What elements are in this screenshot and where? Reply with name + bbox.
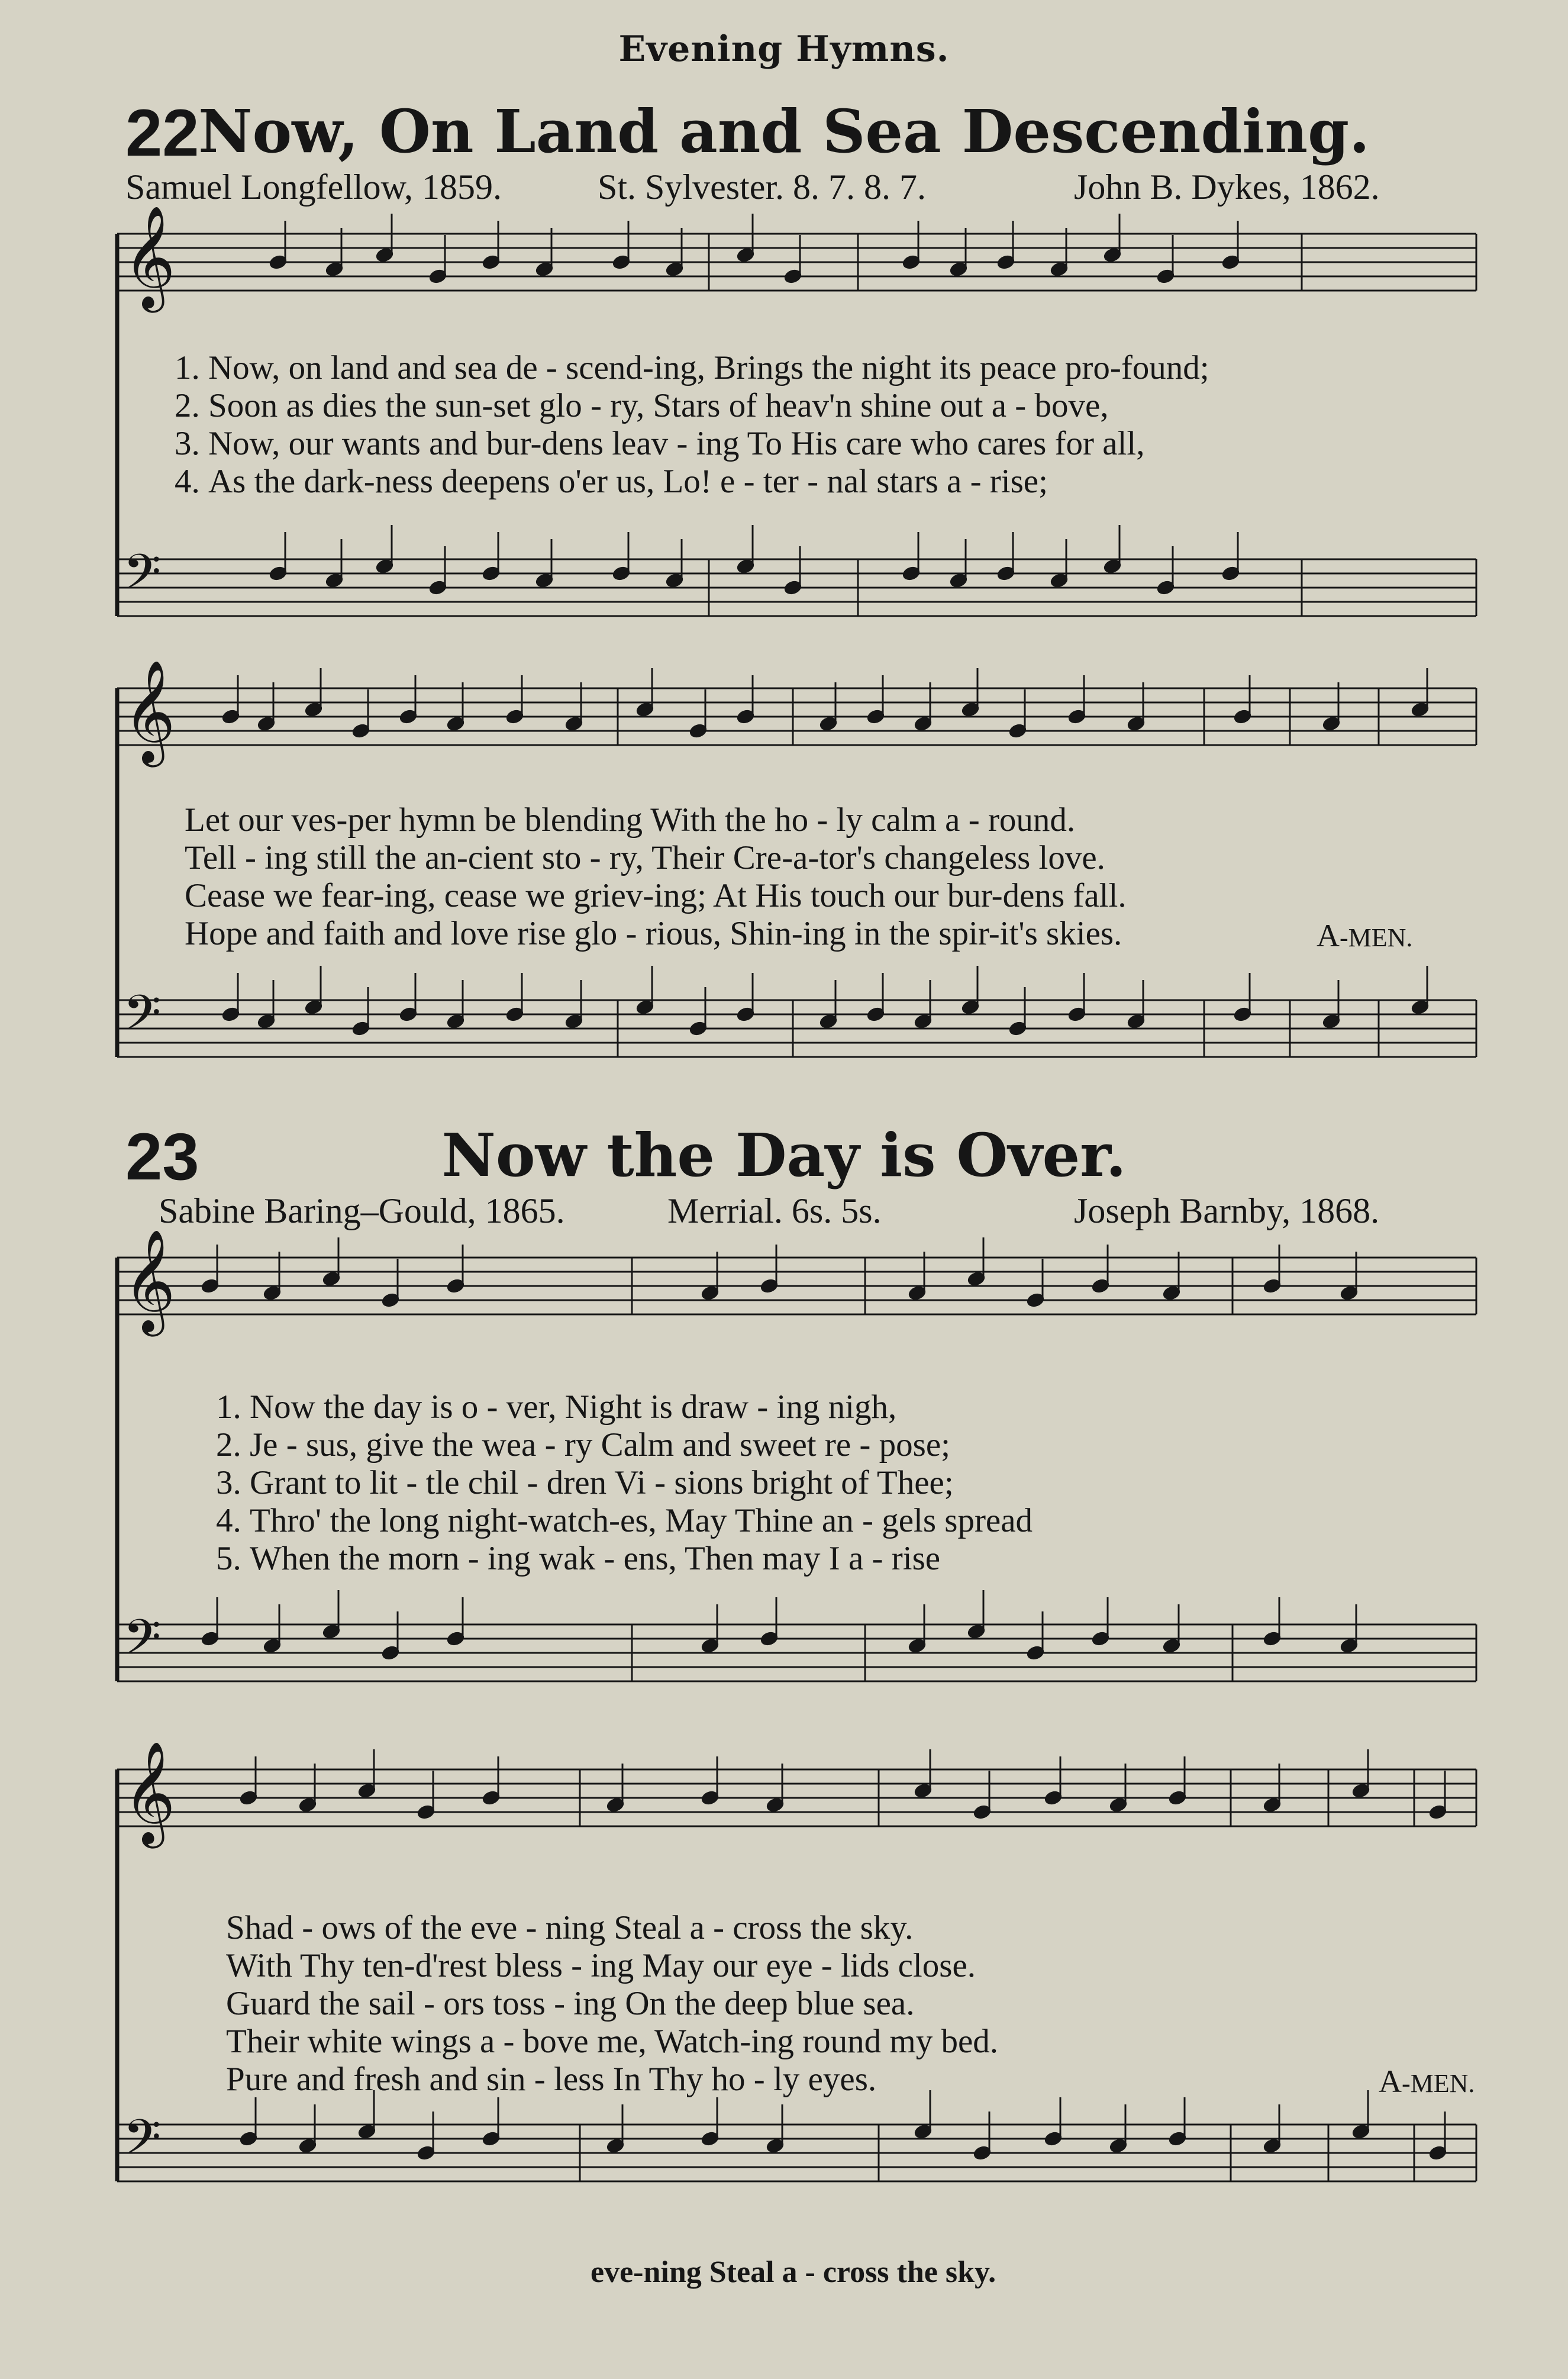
verse-line: 2. Je - sus, give the wea - ry Calm and sweet re - pose;	[216, 1426, 950, 1463]
hymn-composer: Joseph Barnby, 1868.	[1074, 1191, 1380, 1230]
verse-line: Let our ves-per hymn be blending With the ho - ly calm a - round.	[185, 801, 1076, 839]
verse-line: Hope and faith and love rise glo - rious, Shin-ing in the spir-it's skies.	[185, 915, 1122, 952]
hymn-title: Now, On Land and Sea Descending.	[198, 96, 1370, 166]
hymn-tune: St. Sylvester. 8. 7. 8. 7.	[598, 167, 927, 207]
verse-line: 3. Grant to lit - tle chil - dren Vi - sions bright of Thee;	[216, 1464, 954, 1501]
verse-line: Shad - ows of the eve - ning Steal a - cross the sky.	[226, 1909, 914, 1946]
verse-line: 4. As the dark-ness deepens o'er us, Lo! e - ter - nal stars a - rise;	[175, 463, 1048, 500]
bass-lyric-line: eve-ning Steal a - cross the sky.	[591, 2255, 996, 2289]
bass-clef-icon: 𝄢	[123, 984, 162, 1053]
verse-line: Tell - ing still the an-cient sto - ry, Their Cre-a-tor's changeless love.	[185, 839, 1105, 876]
hymn-tune: Merrial. 6s. 5s.	[667, 1191, 882, 1230]
verse-line: 3. Now, our wants and bur-dens leav - ing To His care who cares for all,	[175, 425, 1145, 462]
hymn-author: Samuel Longfellow, 1859.	[125, 167, 502, 207]
hymn-author: Sabine Baring–Gould, 1865.	[159, 1191, 565, 1230]
bass-clef-icon: 𝄢	[123, 1608, 162, 1678]
treble-clef-icon: 𝄞	[123, 1741, 176, 1844]
amen-label: A-MEN.	[1317, 918, 1413, 953]
verse-line: Cease we fear-ing, cease we griev-ing; At His touch our bur-dens fall.	[185, 877, 1127, 914]
running-head: Evening Hymns.	[618, 28, 950, 70]
verse-line: 1. Now, on land and sea de - scend-ing, Brings the night its peace pro-found;	[175, 349, 1209, 386]
verse-line: Pure and fresh and sin - less In Thy ho - ly eyes.	[226, 2061, 877, 2098]
verse-line: Guard the sail - ors toss - ing On the deep blue sea.	[226, 1985, 915, 2022]
amen-label: A-MEN.	[1379, 2064, 1475, 2099]
verse-line: 4. Thro' the long night-watch-es, May Thine an - gels spread	[216, 1502, 1033, 1539]
hymn-composer: John B. Dykes, 1862.	[1074, 167, 1380, 207]
verse-line: With Thy ten-d'rest bless - ing May our eye - lids close.	[226, 1947, 976, 1984]
bass-clef-icon: 𝄢	[123, 2109, 162, 2178]
verse-line: 1. Now the day is o - ver, Night is draw - ing nigh,	[216, 1388, 897, 1426]
verse-line: 2. Soon as dies the sun-set glo - ry, Stars of heav'n shine out a - bove,	[175, 387, 1109, 424]
bass-clef-icon: 𝄢	[123, 543, 162, 613]
treble-clef-icon: 𝄞	[123, 1229, 176, 1332]
verse-line: Their white wings a - bove me, Watch-ing round my bed.	[226, 2023, 999, 2060]
treble-clef-icon: 𝄞	[123, 660, 176, 763]
hymn-number: 22	[125, 96, 199, 170]
hymn-number: 23	[125, 1120, 199, 1194]
hymn-title: Now the Day is Over.	[441, 1120, 1127, 1190]
verse-line: 5. When the morn - ing wak - ens, Then may I a - rise	[216, 1540, 941, 1577]
treble-clef-icon: 𝄞	[123, 205, 176, 308]
